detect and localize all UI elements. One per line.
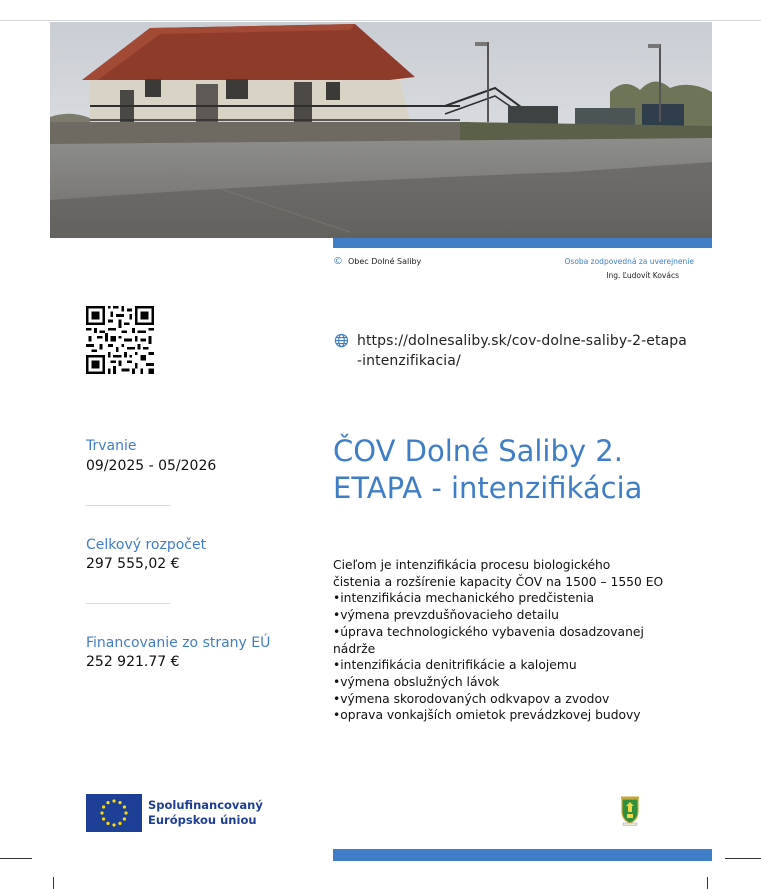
budget-value: 297 555,02 €	[86, 556, 180, 572]
eu-flag-icon	[86, 794, 142, 832]
crop-mark	[725, 858, 761, 859]
responsible-person-label: Osoba zodpovedná za uverejnenie	[564, 257, 694, 266]
globe-icon	[334, 333, 349, 348]
bottom-accent-bar	[333, 849, 712, 861]
duration-value: 09/2025 - 05/2026	[86, 458, 217, 474]
description-line: •výmena obslužných lávok	[333, 674, 500, 689]
top-divider	[0, 20, 761, 21]
responsible-person-name: Ing. Ľudovít Kovács	[606, 271, 679, 280]
description-line: •intenzifikácia denitrifikácie a kalojemu	[333, 658, 577, 673]
municipal-crest-icon	[619, 796, 641, 826]
qr-code	[86, 306, 154, 374]
project-link[interactable]: https://dolnesaliby.sk/cov-dolne-saliby-2-etapa-intenzifikacia/	[357, 333, 687, 369]
description-line: •výmena prevzdušňovacieho detailu	[333, 608, 559, 623]
description-line: čistenia a rozšírenie kapacity ČOV na 1500 – 1550 EO	[333, 574, 664, 589]
crop-mark	[53, 877, 54, 889]
project-title: ČOV Dolné Saliby 2. ETAPA - intenzifikácia	[333, 434, 643, 505]
project-description	[333, 557, 693, 724]
description-line: •oprava vonkajších omietok prevádzkovej budovy	[333, 708, 641, 723]
divider	[86, 505, 170, 506]
description-line: •úprava technologického vybavenia dosadzovanej	[333, 624, 644, 639]
description-line: •výmena skorodovaných odkvapov a zvodov	[333, 691, 610, 706]
crop-mark	[0, 858, 32, 859]
duration-label: Trvanie	[86, 438, 137, 454]
project-photo	[50, 22, 712, 238]
description-line: nádrže	[333, 641, 376, 656]
eu-funding-value: 252 921.77 €	[86, 654, 180, 670]
divider	[86, 603, 170, 604]
eu-text-line: Európskou úniou	[148, 813, 257, 827]
crop-mark	[707, 877, 708, 889]
eu-funding-label: Financovanie zo strany EÚ	[86, 635, 271, 651]
budget-label: Celkový rozpočet	[86, 537, 207, 553]
eu-cofunding-text	[148, 798, 263, 828]
eu-text-line: Spolufinancovaný	[148, 798, 263, 812]
description-line: Cieľom je intenzifikácia procesu biologického	[333, 558, 611, 572]
photo-credit	[333, 256, 421, 267]
description-line: •intenzifikácia mechanického predčistenia	[333, 591, 595, 606]
copyright-icon: ©	[333, 256, 343, 267]
photo-owner: Obec Dolné Saliby	[348, 257, 422, 266]
photo-accent-bar	[333, 238, 712, 248]
